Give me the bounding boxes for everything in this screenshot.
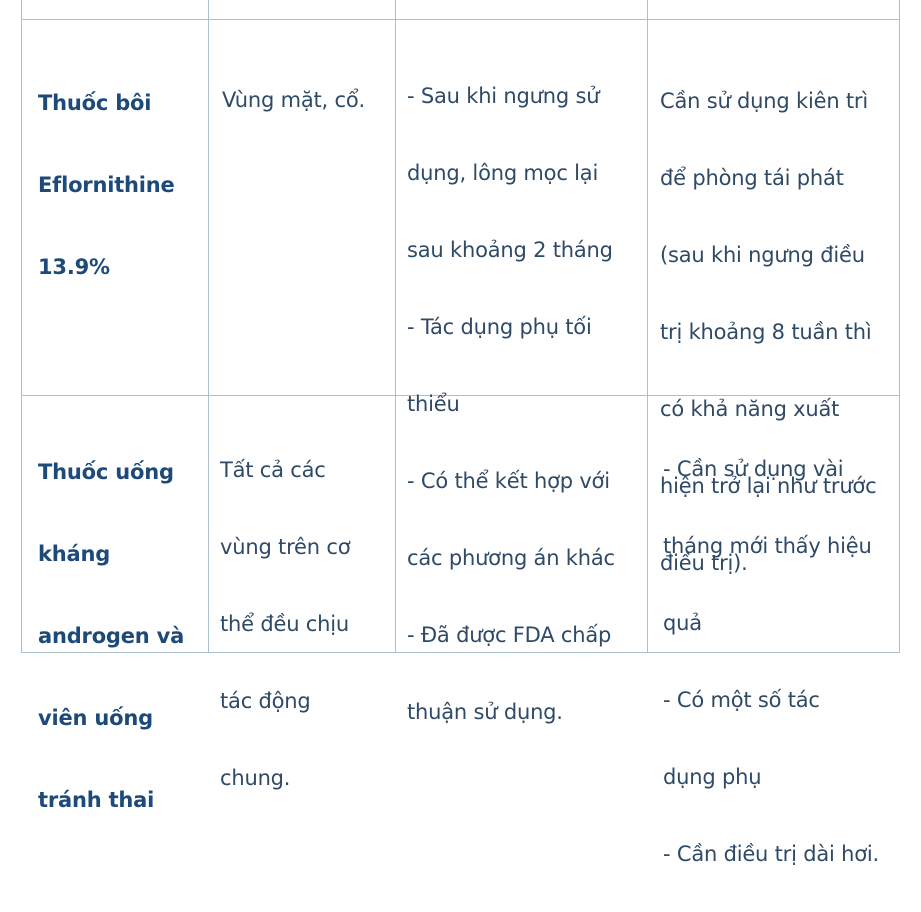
cell-line: (sau khi ngưng điều — [660, 242, 865, 267]
table-cell-treatment-area — [222, 42, 365, 158]
table-cell-disadvantages — [663, 411, 879, 912]
cell-line: tháng mới thấy hiệu — [663, 533, 872, 558]
cell-line: viên uống — [38, 706, 153, 730]
table-cell-treatment-name — [38, 42, 175, 329]
cell-line: tránh thai — [38, 788, 155, 812]
cell-line: chung. — [220, 765, 291, 790]
table-cell-treatment-name — [38, 411, 184, 862]
cell-line: Cần sử dụng kiên trì — [660, 88, 868, 113]
cell-line: thuận sử dụng. — [407, 699, 563, 724]
cell-line: Thuốc uống — [38, 460, 174, 484]
row-divider — [22, 19, 899, 20]
cell-line: điều trị). — [660, 550, 748, 575]
cell-line: quả — [663, 610, 702, 635]
cell-line: thể đều chịu — [220, 611, 349, 636]
cell-line: - Cần điều trị dài hơi. — [663, 841, 879, 866]
table-cell-advantages — [407, 38, 615, 770]
cell-line: kháng — [38, 542, 111, 566]
table-cell-treatment-area — [220, 412, 350, 836]
cell-line: - Tác dụng phụ tối — [407, 314, 592, 339]
cell-line: - Sau khi ngưng sử — [407, 83, 600, 108]
cell-line: trị khoảng 8 tuần thì — [660, 319, 872, 344]
cell-line: tác động — [220, 688, 311, 713]
cell-line: - Cần sử dụng vài — [663, 456, 844, 481]
cell-line: có khả năng xuất — [660, 396, 840, 421]
cell-line: các phương án khác — [407, 545, 615, 570]
cell-line: Vùng mặt, cổ. — [222, 87, 365, 112]
column-divider — [647, 0, 648, 652]
cell-line: hiện trở lại như trước — [660, 473, 877, 498]
cell-line: sau khoảng 2 tháng — [407, 237, 613, 262]
cell-line: dụng phụ — [663, 764, 762, 789]
cell-line: 13.9% — [38, 255, 110, 279]
cell-line: Tất cả các — [220, 457, 326, 482]
cell-line: Eflornithine — [38, 173, 175, 197]
cell-line: - Đã được FDA chấp — [407, 622, 612, 647]
treatment-table — [21, 0, 900, 866]
cell-line: Thuốc bôi — [38, 91, 152, 115]
cell-line: androgen và — [38, 624, 185, 648]
cell-line: - Có thể kết hợp với — [407, 468, 610, 493]
cell-line: dụng, lông mọc lại — [407, 160, 599, 185]
cell-line: vùng trên cơ — [220, 534, 351, 559]
column-divider — [208, 0, 209, 652]
column-divider — [395, 0, 396, 652]
cell-line: thiểu — [407, 391, 460, 416]
cell-line: - Có một số tác — [663, 687, 820, 712]
cell-line: để phòng tái phát — [660, 165, 844, 190]
